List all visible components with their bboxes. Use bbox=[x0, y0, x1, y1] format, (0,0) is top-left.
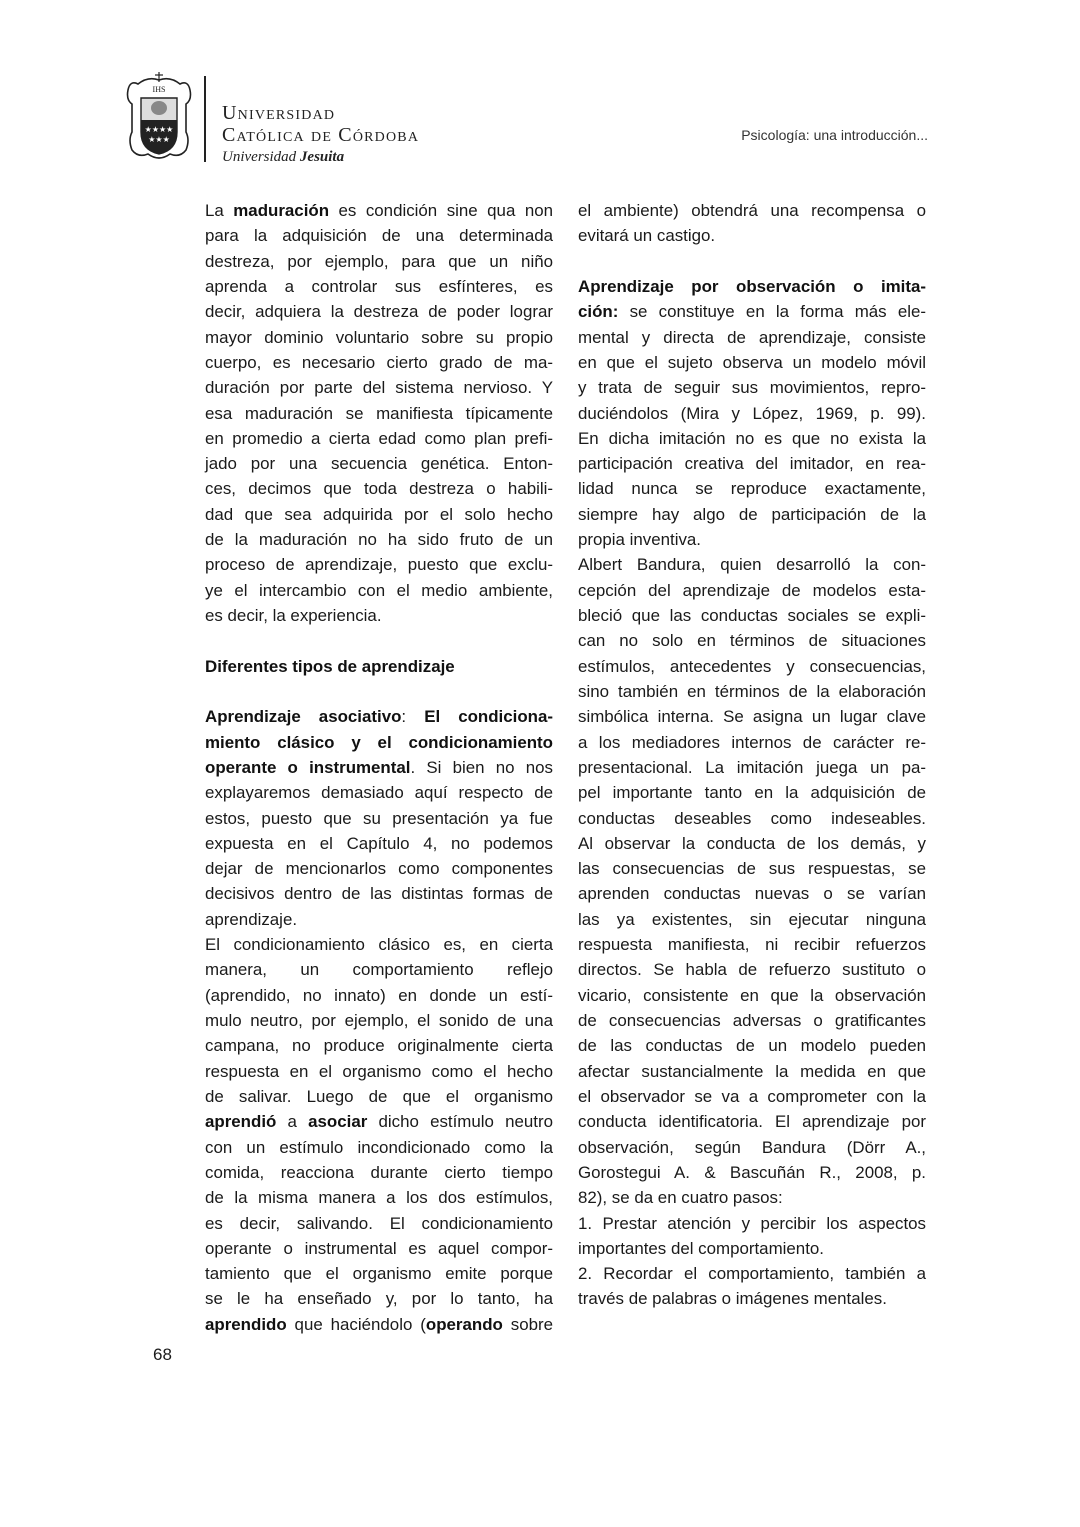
text-line bbox=[205, 401, 553, 426]
bold-text: Aprendizaje por observación o imita- bbox=[578, 276, 926, 296]
text-line bbox=[578, 1160, 926, 1185]
text: sino también en términos de la elaboración bbox=[578, 681, 926, 701]
text-line bbox=[578, 1008, 926, 1033]
bold-text: asociar bbox=[308, 1112, 368, 1132]
text-line bbox=[578, 502, 926, 527]
text: esa maduración se manifiesta típicamente bbox=[205, 403, 553, 423]
tagline-a: Universidad bbox=[222, 149, 297, 165]
text-line bbox=[205, 375, 553, 400]
text-line bbox=[205, 502, 553, 527]
text-line bbox=[205, 983, 553, 1008]
text-line bbox=[578, 527, 926, 552]
text-line bbox=[578, 907, 926, 932]
text: con un estímulo incondicionado como la bbox=[205, 1137, 553, 1157]
text: es decir, salivando. El condicionamiento bbox=[205, 1213, 553, 1233]
text-line bbox=[205, 1312, 553, 1337]
text: estos, puesto que su presentación ya fue bbox=[205, 808, 553, 828]
text-line bbox=[578, 679, 926, 704]
text-line bbox=[578, 806, 926, 831]
text-line bbox=[205, 603, 553, 628]
text: manera, un comportamiento reflejo bbox=[205, 960, 553, 980]
svg-text:★★★★: ★★★★ bbox=[144, 125, 174, 134]
text-line bbox=[578, 1084, 926, 1109]
text-line bbox=[578, 654, 926, 679]
text-line bbox=[578, 1236, 926, 1261]
text: el ambiente) obtendrá una recompensa o bbox=[578, 201, 926, 220]
text-line bbox=[205, 1109, 553, 1134]
text: expuesta en el Capítulo 4, no podemos bbox=[205, 833, 553, 853]
text: : bbox=[401, 707, 425, 727]
svg-text:IHS: IHS bbox=[152, 85, 166, 94]
bold-text: operando bbox=[425, 1314, 503, 1334]
text: duración por parte del sistema nervioso. Y bbox=[205, 378, 553, 398]
text-line bbox=[578, 426, 926, 451]
text: La bbox=[205, 201, 234, 220]
text-line bbox=[205, 1008, 553, 1033]
text-line bbox=[205, 325, 553, 350]
text: participación creativa del imitador, en rea- bbox=[578, 454, 926, 474]
text-line bbox=[578, 957, 926, 982]
text-line bbox=[205, 1135, 553, 1160]
text: de las conductas de un modelo pueden bbox=[578, 1036, 926, 1056]
text-line bbox=[205, 704, 553, 729]
text-line bbox=[578, 401, 926, 426]
text-line bbox=[205, 1185, 553, 1210]
text: evitará un castigo. bbox=[578, 226, 716, 246]
text: tamiento que el organismo emite porque bbox=[205, 1264, 553, 1284]
text-line bbox=[205, 1033, 553, 1058]
text-line bbox=[205, 223, 553, 248]
text: propia inventiva. bbox=[578, 530, 702, 550]
bold-text: aprendió bbox=[205, 1112, 277, 1132]
text: siempre hay algo de participación de la bbox=[578, 504, 926, 524]
text-line bbox=[578, 198, 926, 223]
text-line bbox=[578, 856, 926, 881]
text: se constituye en la forma más ele- bbox=[618, 302, 926, 322]
text: cuerpo, es necesario cierto grado de ma- bbox=[205, 352, 553, 372]
text: (aprendido, no innato) en donde un estí- bbox=[205, 985, 553, 1005]
text-line bbox=[578, 578, 926, 603]
text-line bbox=[205, 907, 553, 932]
university-name-line2: Católica de Córdoba bbox=[222, 124, 420, 146]
text-line bbox=[205, 881, 553, 906]
text-line bbox=[205, 755, 553, 780]
text: comida, reacciona durante cierto tiempo bbox=[205, 1162, 553, 1182]
bold-text: ción: bbox=[578, 302, 619, 322]
text-line bbox=[205, 552, 553, 577]
text-line bbox=[578, 1109, 926, 1134]
text: pel importante tanto en la adquisición de bbox=[578, 783, 926, 803]
text-line bbox=[205, 1236, 553, 1261]
text: ces, decimos que toda destreza o habili- bbox=[205, 479, 553, 499]
text: es decir, la experiencia. bbox=[205, 606, 382, 625]
svg-text:★★★: ★★★ bbox=[148, 135, 170, 144]
text: ye el intercambio con el medio ambiente, bbox=[205, 580, 553, 600]
text: cepción del aprendizaje de modelos esta- bbox=[578, 580, 926, 600]
text-line bbox=[205, 274, 553, 299]
text: 1. Prestar atención y percibir los aspectos bbox=[578, 1213, 926, 1233]
text-line bbox=[578, 704, 926, 729]
text: importantes del comportamiento. bbox=[578, 1238, 824, 1258]
text: que haciéndolo ( bbox=[286, 1314, 426, 1334]
text: Al observar la conducta de los demás, y bbox=[578, 833, 926, 853]
text: 2. Recordar el comportamiento, también a bbox=[578, 1264, 926, 1284]
right-column bbox=[578, 198, 926, 1312]
text: en promedio a cierta edad como plan prefi- bbox=[205, 428, 553, 448]
text-line bbox=[578, 881, 926, 906]
text: duciéndolos (Mira y López, 1969, p. 99). bbox=[578, 403, 926, 423]
text-line bbox=[205, 527, 553, 552]
text: presentacional. La imitación juega un pa- bbox=[578, 757, 926, 777]
text-line bbox=[578, 299, 926, 324]
text: respuesta manifiesta, ni recibir refuerzos bbox=[578, 935, 926, 955]
text-line bbox=[578, 932, 926, 957]
text: aprendizaje. bbox=[205, 909, 298, 929]
bold-text: maduración bbox=[233, 201, 330, 220]
text: de consecuencias adversas o gratificantes bbox=[578, 1011, 926, 1030]
text-line bbox=[578, 1261, 926, 1286]
text-line bbox=[578, 730, 926, 755]
text-line bbox=[205, 1059, 553, 1084]
text-line bbox=[578, 780, 926, 805]
text: las ya existentes, sin ejecutar ninguna bbox=[578, 909, 926, 929]
text: el observador se va a comprometer con la bbox=[578, 1086, 926, 1106]
text-line bbox=[205, 831, 553, 856]
text: de la misma manera a los dos estímulos, bbox=[205, 1188, 553, 1208]
bold-text: aprendido bbox=[205, 1314, 287, 1334]
text: de la maduración no ha sido fruto de un bbox=[205, 530, 553, 550]
text-line bbox=[578, 350, 926, 375]
page-number: 68 bbox=[153, 1345, 172, 1364]
text: estímulos, antecedentes y consecuencias, bbox=[578, 656, 926, 676]
text: a bbox=[276, 1112, 309, 1132]
text-line bbox=[205, 806, 553, 831]
text: dejar de mencionarlos como componentes bbox=[205, 859, 553, 879]
text: En dicha imitación no es que no exista la bbox=[578, 428, 926, 448]
text-line bbox=[205, 1084, 553, 1109]
bold-text: Aprendizaje asociativo bbox=[205, 707, 402, 727]
text: en que el sujeto observa un modelo móvil bbox=[578, 352, 926, 372]
bold-text: Diferentes tipos de aprendizaje bbox=[205, 656, 455, 676]
text: y trata de seguir sus movimientos, repro- bbox=[578, 378, 926, 398]
text: Albert Bandura, quien desarrolló la con- bbox=[578, 555, 926, 575]
text: 82), se da en cuatro pasos: bbox=[578, 1188, 783, 1208]
text-line bbox=[205, 198, 553, 223]
text-line bbox=[578, 249, 926, 274]
text-line bbox=[578, 223, 926, 248]
text: a los mediadores internos de carácter re- bbox=[578, 732, 926, 752]
running-title: Psicología: una introducción... bbox=[741, 127, 928, 143]
text: aprenda a controlar sus esfínteres, es bbox=[205, 276, 553, 296]
text: es condición sine qua non bbox=[329, 201, 554, 220]
tagline-b: Jesuita bbox=[299, 149, 345, 165]
text: para la adquisición de una determinada bbox=[205, 226, 553, 246]
text: . Si bien no nos bbox=[410, 757, 553, 777]
text-line bbox=[578, 375, 926, 400]
left-column bbox=[205, 198, 553, 1337]
text: decisivos dentro de las distintas formas de bbox=[205, 884, 553, 904]
text-line bbox=[205, 350, 553, 375]
university-name bbox=[222, 102, 419, 168]
text: afectar sustancialmente la medida en que bbox=[578, 1061, 926, 1081]
text: través de palabras o imágenes mentales. bbox=[578, 1289, 887, 1309]
bold-text: El condiciona- bbox=[424, 707, 553, 727]
text-line bbox=[205, 780, 553, 805]
text-line bbox=[205, 679, 553, 704]
text: decir, adquiera la destreza de poder lograr bbox=[205, 302, 553, 322]
text-line bbox=[205, 628, 553, 653]
university-crest-logo bbox=[124, 70, 194, 164]
text: mayor dominio voluntario sobre su propio bbox=[205, 327, 553, 347]
text: Gorostegui A. & Bascuñán R., 2008, p. bbox=[578, 1162, 926, 1182]
bold-text: miento clásico y el condicionamiento bbox=[205, 732, 553, 752]
text: operante o instrumental es aquel compor- bbox=[205, 1238, 553, 1258]
text: destreza, por ejemplo, para que un niño bbox=[205, 251, 553, 271]
text-line bbox=[578, 476, 926, 501]
text: directos. Se habla de refuerzo sustituto o bbox=[578, 960, 926, 980]
text-line bbox=[205, 451, 553, 476]
text: de salivar. Luego de que el organismo bbox=[205, 1086, 553, 1106]
text: can no solo en términos de situaciones bbox=[578, 631, 926, 651]
text: se le ha enseñado y, por lo tanto, ha bbox=[205, 1289, 553, 1309]
text-line bbox=[578, 1185, 926, 1210]
text-line bbox=[205, 654, 553, 679]
text-line bbox=[205, 299, 553, 324]
text: conductas deseables como indeseables. bbox=[578, 808, 926, 828]
text: proceso de aprendizaje, puesto que exclu- bbox=[205, 555, 553, 575]
text: simbólica interna. Se asigna un lugar clave bbox=[578, 707, 926, 727]
text-line bbox=[578, 628, 926, 653]
text-line bbox=[578, 552, 926, 577]
text: dicho estímulo neutro bbox=[367, 1112, 554, 1132]
text-line bbox=[578, 755, 926, 780]
text: aprenden conductas nuevas o se varían bbox=[578, 884, 926, 904]
text-line bbox=[205, 476, 553, 501]
university-tagline bbox=[222, 146, 419, 168]
text: observación, según Bandura (Dörr A., bbox=[578, 1137, 926, 1157]
text-line bbox=[578, 451, 926, 476]
text-line bbox=[205, 426, 553, 451]
text: bleció que las conductas sociales se expli- bbox=[578, 606, 926, 625]
text-line bbox=[578, 831, 926, 856]
text-line bbox=[578, 325, 926, 350]
bold-text: operante o instrumental bbox=[205, 757, 411, 777]
text-line bbox=[578, 1059, 926, 1084]
header-divider bbox=[204, 76, 206, 162]
text-line bbox=[205, 1211, 553, 1236]
text-line bbox=[205, 856, 553, 881]
text-line bbox=[205, 1160, 553, 1185]
text-line bbox=[578, 1286, 926, 1311]
text-line bbox=[578, 274, 926, 299]
text: conducta identificatoria. El aprendizaje por bbox=[578, 1112, 926, 1132]
text: vicario, consistente en que la observación bbox=[578, 985, 926, 1005]
text-line bbox=[578, 1135, 926, 1160]
text-line bbox=[578, 983, 926, 1008]
text-line bbox=[205, 730, 553, 755]
text: sobre bbox=[502, 1314, 553, 1334]
text-line bbox=[578, 603, 926, 628]
text: jado por una secuencia genética. Enton- bbox=[205, 454, 553, 474]
text-line bbox=[205, 1286, 553, 1311]
text: respuesta en el organismo como el hecho bbox=[205, 1061, 553, 1081]
text-line bbox=[205, 957, 553, 982]
text-line bbox=[578, 1211, 926, 1236]
text: las consecuencias de sus respuestas, se bbox=[578, 859, 926, 879]
text: lidad nunca se reproduce exactamente, bbox=[578, 479, 926, 499]
text-line bbox=[205, 578, 553, 603]
text: mulo neutro, por ejemplo, el sonido de una bbox=[205, 1011, 553, 1030]
text: mental y directa de aprendizaje, consiste bbox=[578, 327, 926, 347]
text: campana, no produce originalmente cierta bbox=[205, 1036, 553, 1056]
text: El condicionamiento clásico es, en cierta bbox=[205, 935, 553, 955]
text-line bbox=[205, 932, 553, 957]
text: explayaremos demasiado aquí respecto de bbox=[205, 783, 553, 803]
text-line bbox=[578, 1033, 926, 1058]
text-line bbox=[205, 1261, 553, 1286]
text: dad que sea adquirida por el solo hecho bbox=[205, 504, 553, 524]
university-name-line1: Universidad bbox=[222, 102, 336, 124]
text-line bbox=[205, 249, 553, 274]
